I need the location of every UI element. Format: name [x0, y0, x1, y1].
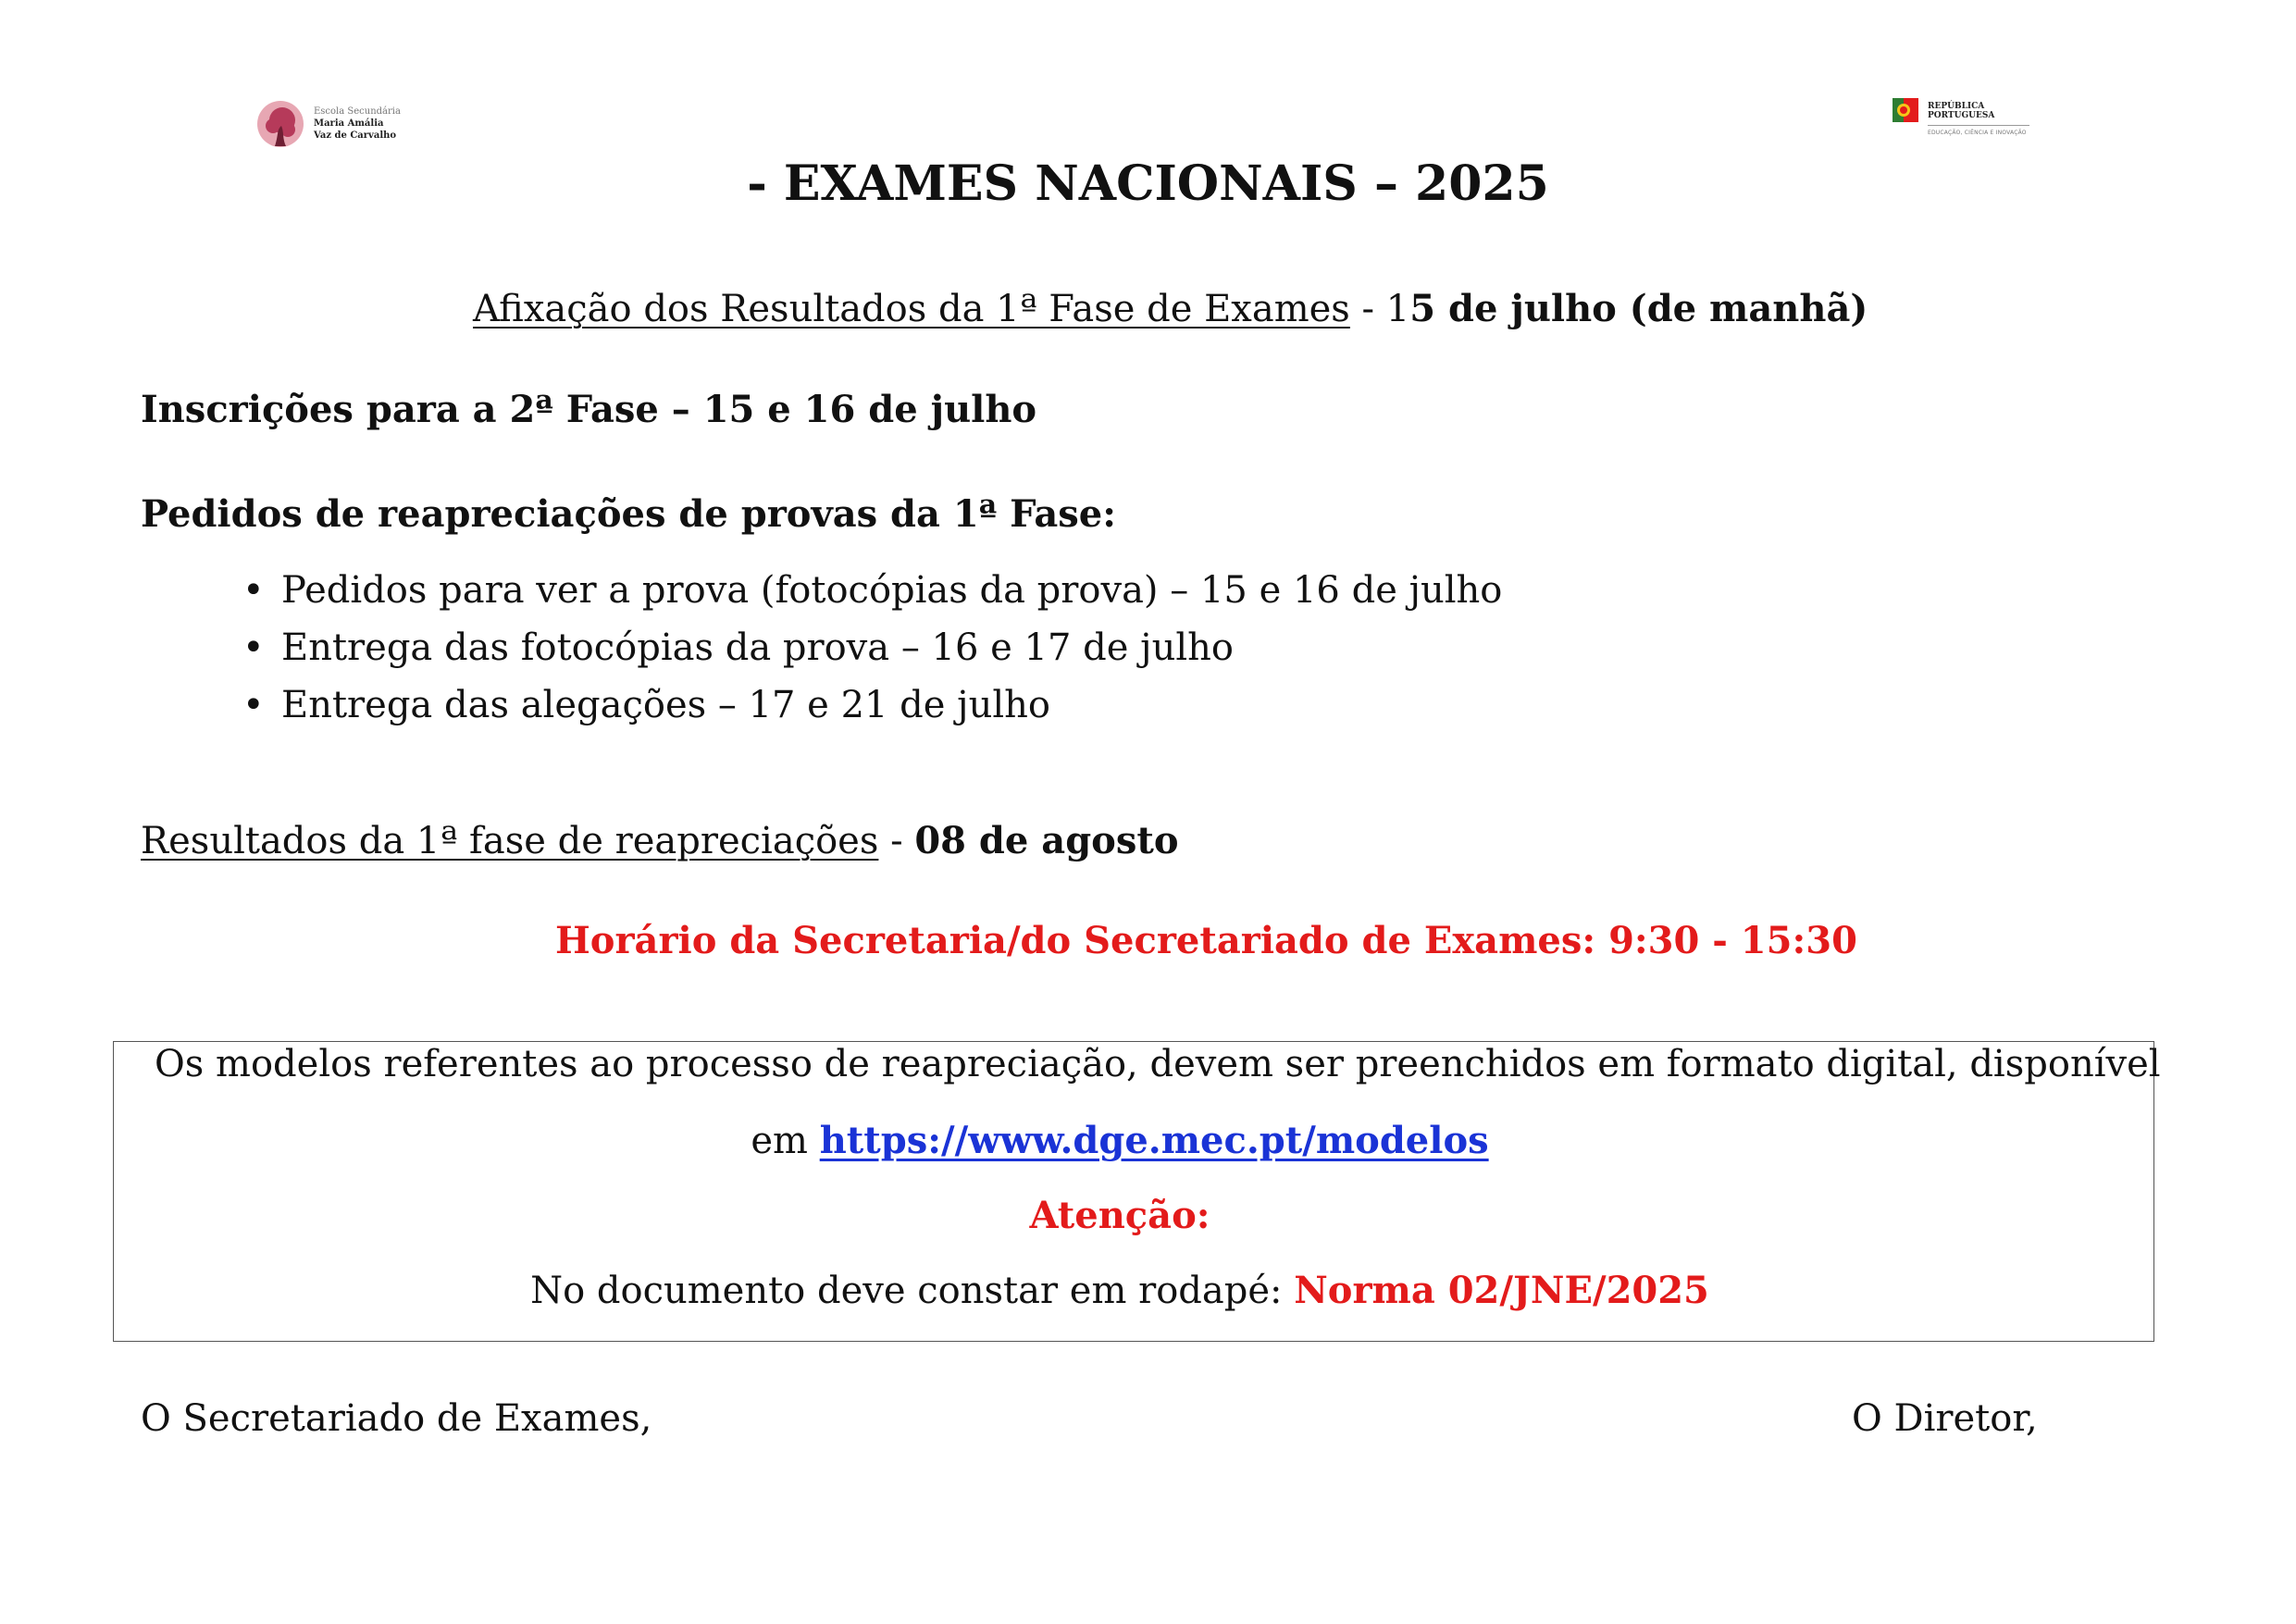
bullet-icon: •	[242, 626, 265, 669]
school-logo-line2: Maria Amália	[314, 118, 384, 129]
school-logo-line3: Vaz de Carvalho	[314, 130, 397, 141]
school-logo	[256, 98, 414, 150]
notice-link-prefix: em	[751, 1120, 820, 1162]
requests-list	[242, 566, 1502, 738]
results-posting-label: Afixação dos Resultados da 1ª Fase de Exames	[473, 288, 1350, 330]
request-item-text: Pedidos para ver a prova (fotocópias da prova) – 15 e 16 de julho	[281, 569, 1503, 612]
bullet-icon: •	[242, 569, 265, 612]
list-item	[242, 566, 1502, 624]
government-logo-line1: REPÚBLICA	[1928, 102, 1985, 111]
notice-footer-line	[100, 1269, 2140, 1312]
requests-heading: Pedidos de reapreciações de provas da 1ª Fase:	[141, 492, 1116, 536]
results-posting-line	[473, 287, 1868, 330]
notice-box	[113, 1041, 2161, 1342]
request-item-text: Entrega das fotocópias da prova – 16 e 17 de julho	[281, 626, 1234, 669]
signature-director: O Diretor,	[1852, 1397, 2038, 1440]
norm-reference: Norma 02/JNE/2025	[1294, 1269, 1709, 1312]
request-item-text: Entrega das alegações – 17 e 21 de julho	[281, 684, 1050, 726]
government-logo-line2: PORTUGUESA	[1928, 111, 1995, 120]
registrations-line: Inscrições para a 2ª Fase – 15 e 16 de julho	[141, 388, 1037, 431]
tree-silhouette-icon	[256, 98, 308, 150]
attention-label: Atenção:	[1029, 1194, 1210, 1237]
reappraisal-results-separator: -	[878, 820, 915, 862]
reappraisal-results-date: 08 de agosto	[914, 819, 1179, 862]
government-logo	[1893, 94, 2031, 148]
list-item	[242, 624, 1502, 681]
reappraisal-results-line	[141, 819, 1179, 862]
notice-line1: Os modelos referentes ao processo de reapreciação, devem ser preenchidos em formato digital, disponível	[155, 1043, 2161, 1085]
results-posting-date: 5 de julho (de manhã)	[1409, 287, 1868, 330]
notice-footer-prefix: No documento deve constar em rodapé:	[530, 1270, 1295, 1312]
reappraisal-results-label: Resultados da 1ª fase de reapreciações	[141, 820, 879, 862]
list-item	[242, 681, 1502, 738]
page-title: - EXAMES NACIONAIS – 2025	[747, 155, 1549, 212]
government-logo-divider	[1928, 125, 2029, 126]
republic-flag-icon	[1893, 94, 1920, 130]
models-link[interactable]: https://www.dge.mec.pt/modelos	[819, 1119, 1489, 1162]
government-logo-line3: EDUCAÇÃO, CIÊNCIA E INOVAÇÃO	[1928, 130, 2027, 136]
signature-secretariat: O Secretariado de Exames,	[141, 1397, 652, 1440]
bullet-icon: •	[242, 684, 265, 726]
school-logo-line1: Escola Secundária	[314, 106, 401, 117]
office-hours: Horário da Secretaria/do Secretariado de Exames: 9:30 - 15:30	[555, 919, 1857, 962]
notice-line2	[100, 1119, 2140, 1162]
results-posting-separator: - 1	[1349, 288, 1410, 330]
